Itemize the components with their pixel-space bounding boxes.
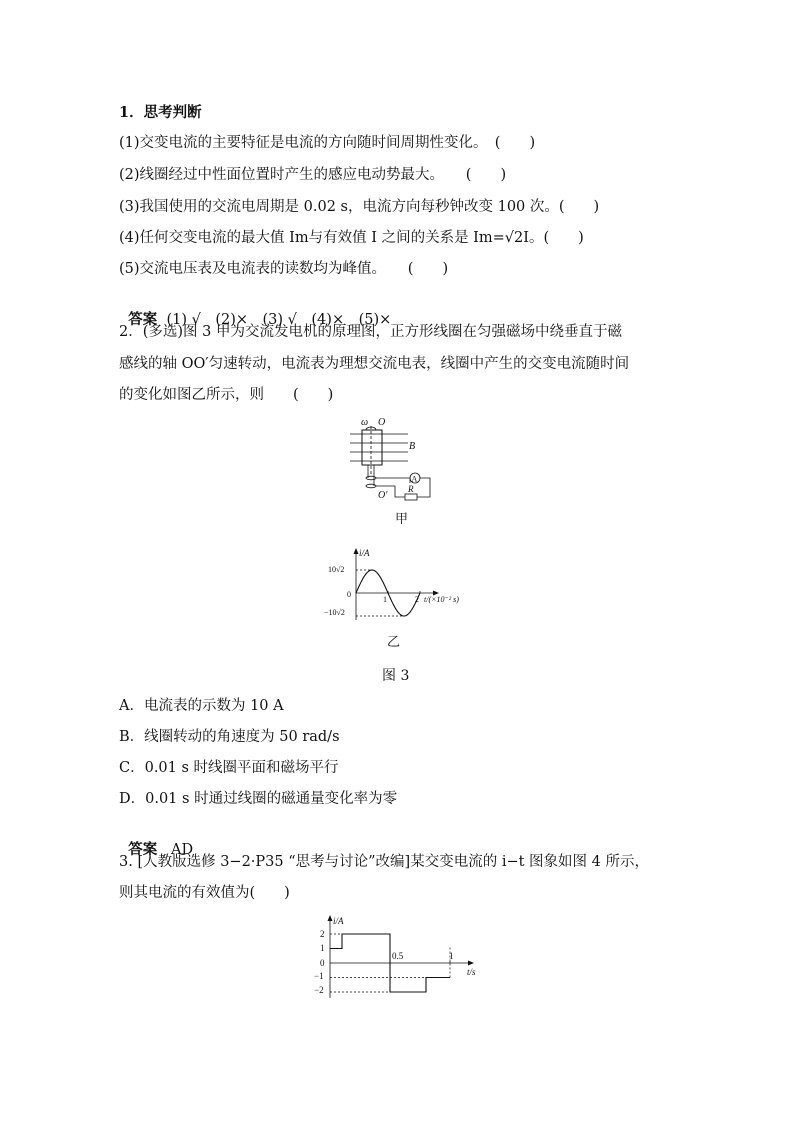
question3-line-1: 3. [人教版选修 3−2·P35 “思考与讨论”改编]某交变电流的 i−t 图象如图 4 所示， [119, 854, 649, 870]
x-axis-label: t/(×10⁻² s) [424, 595, 459, 604]
y-tick-2-label: 2 [320, 929, 325, 939]
figure3-caption: 图 3 [382, 668, 410, 684]
fig-jia-caption: 甲 [395, 512, 409, 527]
judgement-item-2: (2)线圈经过中性面位置时产生的感应电动势最大。 ( ) [119, 167, 507, 183]
question2-line-1: 2．(多选)图 3 甲为交流发电机的原理图，正方形线圈在匀强磁场中绕垂直于磁 [119, 324, 622, 340]
resistor-label: R [408, 484, 414, 494]
x-axis-label: t/s [467, 967, 476, 977]
question3-line-2: 则其电流的有效值为( ) [119, 885, 290, 901]
judgement-item-3: (3)我国使用的交流电周期是 0.02 s，电流方向每秒钟改变 100 次。( ) [119, 199, 600, 215]
section1-title: 1．思考判断 [119, 104, 202, 121]
x-tick-1-label: 1 [449, 951, 454, 961]
answer-text: AD [171, 842, 194, 858]
y-max-tick-label: 10√2 [328, 565, 345, 574]
y-zero-tick-label: 0 [347, 590, 351, 599]
square-coil [362, 430, 382, 465]
y-axis-arrow [328, 915, 333, 921]
answer-label: 答案 [128, 311, 158, 328]
sine-current-chart [316, 545, 486, 625]
question2-line-2: 感线的轴 OO′匀速转动，电流表为理想交流电表，线圈中产生的交变电流随时间 [119, 356, 630, 372]
slip-ring-1 [366, 476, 376, 480]
option-b: B．线圈转动的角速度为 50 rad/s [119, 729, 340, 745]
y-axis-label: i/A [359, 548, 370, 558]
judgement-item-5: (5)交流电压表及电流表的读数均为峰值。 ( ) [119, 261, 449, 277]
judgement-item-1: (1)交变电流的主要特征是电流的方向随时间周期性变化。 ( ) [119, 135, 536, 151]
y-tick-neg1-label: −1 [314, 971, 324, 981]
x-tick-1-label: 1 [383, 595, 387, 604]
resistor-symbol [405, 494, 417, 500]
x-axis-arrow [468, 961, 474, 966]
axis-O-prime-label: O′ [378, 490, 388, 501]
y-min-tick-label: −10√2 [324, 608, 345, 617]
option-d: D．0.01 s 时通过线圈的磁通量变化率为零 [119, 791, 398, 807]
y-axis-arrow [354, 548, 359, 554]
y-tick-1-label: 1 [320, 943, 325, 953]
option-c: C．0.01 s 时线圈平面和磁场平行 [119, 760, 339, 776]
fig-yi-caption: 乙 [387, 635, 401, 650]
generator-diagram [340, 412, 440, 512]
answer-text: (1) √ (2)× (3) √ (4)× (5)× [166, 312, 392, 328]
omega-label: ω [361, 417, 369, 428]
axis-O-label: O [378, 417, 386, 428]
question2-line-3: 的变化如图乙所示，则 ( ) [119, 387, 334, 403]
square-wave-current-chart [310, 912, 490, 998]
slip-ring-2 [366, 484, 376, 488]
y-axis-label: i/A [333, 916, 344, 926]
answer-label: 答案 [128, 841, 158, 858]
x-tick-05-label: 0.5 [392, 951, 404, 961]
option-a: A．电流表的示数为 10 A [119, 698, 284, 714]
x-tick-2-label: 2 [415, 595, 419, 604]
y-tick-0-label: 0 [320, 958, 325, 968]
judgement-item-4: (4)任何交变电流的最大值 Im与有效值 I 之间的关系是 Im=√2I。( ) [119, 230, 584, 246]
field-B-label: B [409, 441, 416, 452]
ammeter-label: A [411, 474, 418, 484]
y-tick-neg2-label: −2 [314, 985, 324, 995]
circuit-wire-top [376, 478, 410, 483]
